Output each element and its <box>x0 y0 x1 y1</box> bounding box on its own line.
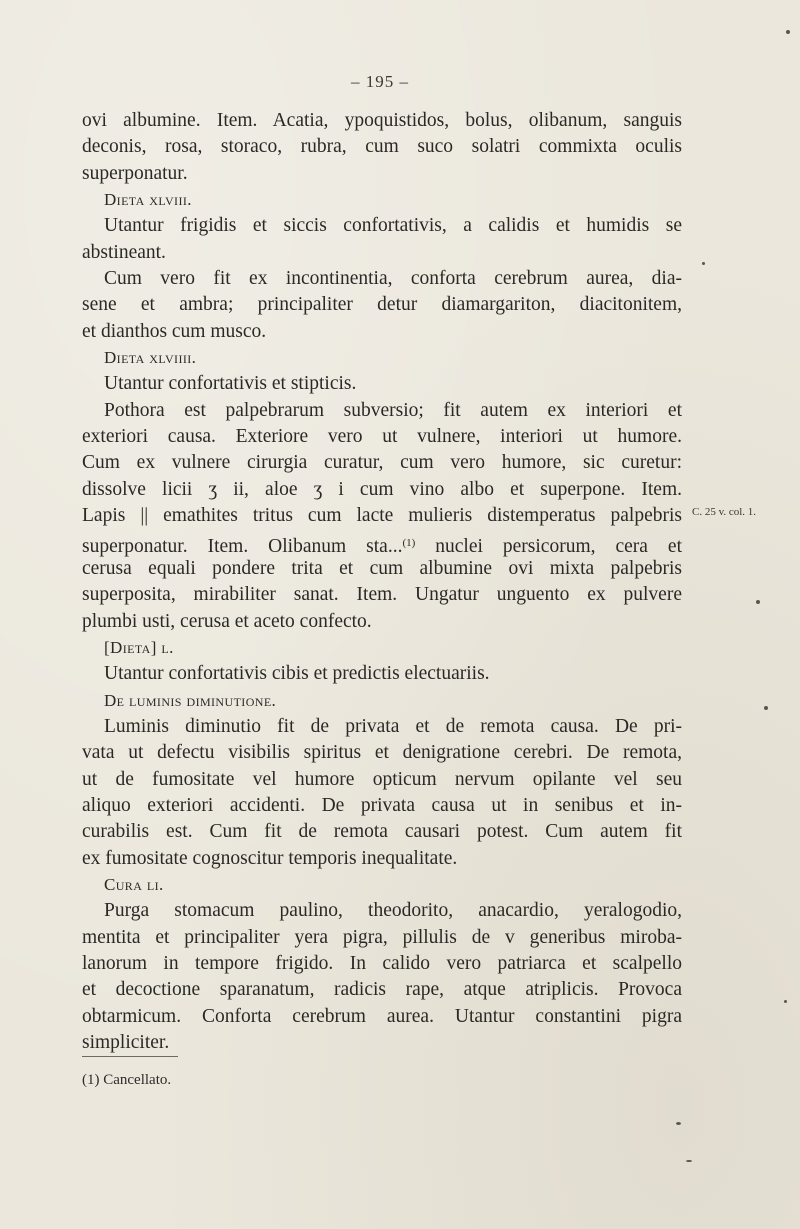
text-line: ex fumositate cognoscitur temporis inequalitate. <box>82 847 458 869</box>
text-line: Cum ex vulnere cirurgia curatur, cum vero humore, sic curetur: <box>82 452 682 474</box>
text-line: deconis, rosa, storaco, rubra, cum suco solatri commixta oculis <box>82 136 682 158</box>
section-heading: Dieta xlviii. <box>104 190 192 210</box>
text-line: obtarmicum. Conforta cerebrum aurea. Utantur constantini pigra <box>82 1005 682 1027</box>
paper-speck <box>686 1160 692 1162</box>
text-line: superposita, mirabiliter sanat. Item. Ungatur unguento ex pulvere <box>82 584 682 606</box>
text-line: et dianthos cum musco. <box>82 320 267 342</box>
section-heading: [Dieta] l. <box>104 637 174 657</box>
text-line: Lapis || emathites tritus cum lacte mulieris distemperatus palpebris <box>82 505 682 527</box>
text-line: cerusa equali pondere trita et cum albumine ovi mixta palpebris <box>82 557 682 579</box>
text-line: et decoctione sparanatum, radicis rape, atque atriplicis. Provoca <box>82 979 682 1001</box>
text-line: lanorum in tempore frigido. In calido vero patriarca et scalpello <box>82 953 682 974</box>
text-line: superponatur. <box>82 162 188 184</box>
text-line: vata ut defectu visibilis spiritus et denigratione cerebri. De remota, <box>82 742 682 764</box>
text-line: mentita et principaliter yera pigra, pillulis de v generibus miroba- <box>82 926 682 948</box>
text-line: Utantur confortativis cibis et predictis electuariis. <box>104 663 490 685</box>
paper-speck <box>786 30 790 34</box>
footnote: (1) Cancellato. <box>82 1072 172 1088</box>
body-text <box>82 108 682 1056</box>
text-line: curabilis est. Cum fit de remota causari potest. Cum autem fit <box>82 821 682 843</box>
text-line: exteriori causa. Exteriore vero ut vulnere, interiori ut humore. <box>82 426 682 448</box>
page-number: – 195 – <box>351 72 409 91</box>
paper-speck <box>764 706 768 710</box>
paper-speck <box>702 262 705 265</box>
section-heading: Dieta xlviiii. <box>104 348 197 368</box>
text-line: ovi albumine. Item. Acatia, ypoquistidos, bolus, olibanum, sanguis <box>82 110 682 131</box>
text-line: aliquo exteriori accidenti. De privata causa ut in senibus et in- <box>82 794 682 816</box>
text-line: Purga stomacum paulino, theodorito, anacardio, yeralogodio, <box>104 900 682 922</box>
paper-speck <box>756 600 760 604</box>
text-line: superponatur. Item. Olibanum sta...$^{(1)}$ nuclei persicorum, cera et <box>82 535 682 557</box>
text-line: dissolve licii ʒ ii, aloe ʒ i cum vino albo et superpone. Item. <box>82 478 682 500</box>
section-heading: Cura li. <box>104 874 164 894</box>
margin-note: C. 25 v. col. 1. <box>692 506 757 518</box>
text-line: Pothora est palpebrarum subversio; fit autem ex interiori et <box>104 399 682 421</box>
footnote-marker: (1) <box>402 536 416 549</box>
text-line: Luminis diminutio fit de privata et de remota causa. De pri- <box>104 715 682 737</box>
text-line: sene et ambra; principaliter detur diamargariton, diacitonitem, <box>82 294 682 316</box>
footnote-divider <box>82 1056 178 1057</box>
text-line: Cum vero fit ex incontinentia, conforta cerebrum aurea, dia- <box>104 268 682 290</box>
text-line: simpliciter. <box>82 1032 170 1054</box>
paper-speck <box>676 1122 681 1125</box>
text-line: plumbi usti, cerusa et aceto confecto. <box>82 610 372 632</box>
text-line: abstineant. <box>82 241 166 263</box>
text-line: ut de fumositate vel humore opticum nervum opilante vel seu <box>82 768 682 790</box>
section-heading: De luminis diminutione. <box>104 690 277 710</box>
text-line: Utantur confortativis et stipticis. <box>104 373 357 395</box>
paper-speck <box>784 1000 787 1003</box>
text-line: Utantur frigidis et siccis confortativis, a calidis et humidis se <box>104 215 682 237</box>
